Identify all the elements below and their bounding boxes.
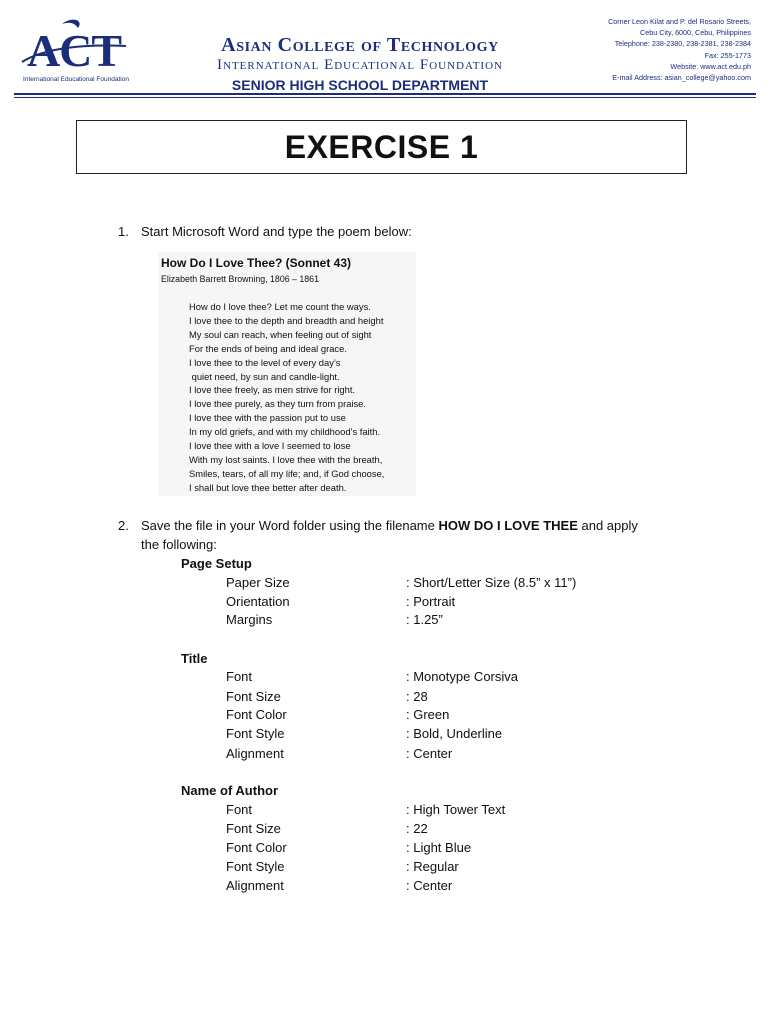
setting-label: Font Style [226,726,285,741]
telephone-line: Telephone: 238-2380, 238-2381, 238-2384 [614,39,751,49]
setting-label: Alignment [226,746,284,761]
poem-line: I love thee to the depth and breadth and height [189,314,384,326]
header-divider [14,93,756,95]
setting-label: Font Size [226,821,281,836]
act-logo [14,18,134,86]
section-heading: Title [181,651,208,666]
filename: HOW DO I LOVE THEE [438,518,578,533]
school-heading [180,34,540,96]
setting-value: : 22 [406,821,428,836]
item-text: Start Microsoft Word and type the poem below: [141,224,412,239]
item-text-before: Save the file in your Word folder using the filename [141,518,439,533]
poem-lines [189,300,384,495]
setting-value: : Regular [406,859,459,874]
website-line: Website: www.act.edu.ph [670,61,751,71]
exercise-title: EXERCISE 1 [284,128,479,165]
poem-line: quiet need, by sun and candle-light. [189,370,340,382]
setting-label: Paper Size [226,575,290,590]
poem-line: I shall but love thee better after death. [189,481,347,493]
setting-label: Alignment [226,878,284,893]
logo-caption: International Educational Foundation [23,76,129,83]
setting-label: Margins [226,612,273,627]
setting-label: Font Size [226,689,281,704]
poem-line: For the ends of being and ideal grace. [189,342,347,354]
poem-line: I love thee with the passion put to use [189,412,346,424]
poem-line: My soul can reach, when feeling out of sight [189,328,372,340]
poem-line: I love thee purely, as they turn from praise. [189,398,366,410]
poem-line: Smiles, tears, of all my life; and, if God choose, [189,467,385,479]
setting-value: : Monotype Corsiva [406,669,518,684]
address-line: Corner Leon Kilat and P. del Rosario Streets, [608,17,751,26]
school-name: Asian College of Technology [221,34,499,56]
logo-wordmark: ACT [26,25,122,76]
setting-value: : Short/Letter Size (8.5” x 11”) [406,575,577,590]
setting-value: : Green [406,707,450,722]
poem-line: I love thee freely, as men strive for right. [189,384,356,396]
fax-line: Fax: 255-1773 [704,50,751,60]
setting-label: Font Color [226,840,287,855]
setting-label: Font [226,802,253,817]
poem-image [158,252,416,496]
setting-label: Orientation [226,594,290,609]
poem-line: In my old griefs, and with my childhood’s faith. [189,426,381,438]
email-line: E-mail Address: asian_college@yahoo.com [612,73,751,83]
setting-value: : Light Blue [406,840,472,855]
poem-line: With my lost saints. I love thee with the breath, [189,453,383,465]
section-heading: Page Setup [181,556,252,571]
setting-label: Font [226,669,253,684]
school-subtitle: International Educational Foundation [217,57,503,73]
address-line: Cebu City, 6000, Cebu, Philippines [640,28,751,38]
header-divider-thin [14,97,756,98]
poem-author: Elizabeth Barrett Browning, 1806 – 1861 [161,274,319,284]
item-number: 2. [118,518,129,533]
poem-title: How Do I Love Thee? (Sonnet 43) [161,256,352,270]
setting-value: : Portrait [406,594,456,609]
setting-value: : 1.25” [406,612,443,627]
item-text-continued: the following: [141,537,217,552]
setting-value: : 28 [406,689,428,704]
setting-label: Font Style [226,859,285,874]
setting-value: : High Tower Text [406,802,506,817]
exercise-title-box [76,120,687,174]
poem-line: How do I love thee? Let me count the ways. [189,301,371,312]
setting-value: : Center [406,746,453,761]
section-heading: Name of Author [181,783,279,798]
setting-label: Font Color [226,707,287,722]
poem-line: I love thee with a love I seemed to lose [189,440,351,452]
item-number: 1. [118,224,129,239]
setting-value: : Center [406,878,453,893]
poem-line: I love thee to the level of every day’s [189,356,341,368]
item-text [141,518,638,533]
department-name: SENIOR HIGH SCHOOL DEPARTMENT [231,77,489,93]
setting-value: : Bold, Underline [406,726,503,741]
item-text-after: and apply [577,518,638,533]
school-address [608,16,751,83]
